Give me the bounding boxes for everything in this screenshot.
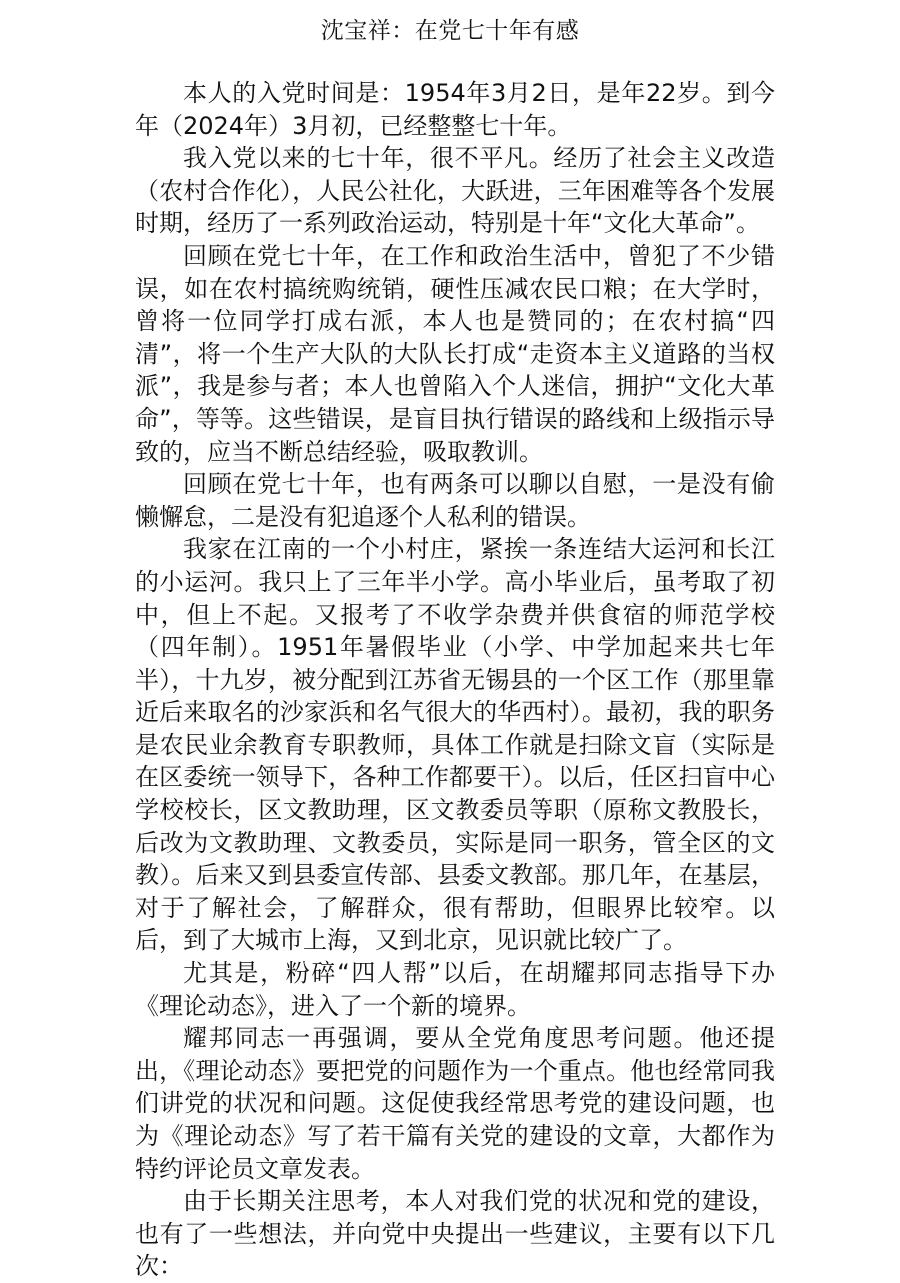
paragraph-1: 本人的入党时间是：1954年3月2日，是年22岁。到今年（2024年）3月初，已经整整七十年。 [135, 79, 775, 140]
paragraph-6: 尤其是，粉碎“四人帮”以后，在胡耀邦同志指导下办《理论动态》，进入了一个新的境界。 [135, 959, 775, 1020]
paragraph-5: 我家在江南的一个小村庄，紧挨一条连结大运河和长江的小运河。我只上了三年半小学。高小毕业后，虽考取了初中，但上不起。又报考了不收学杂费并供食宿的师范学校（四年制）。1951年暑假毕业（小学、中学加起来共七年半），十九岁，被分配到江苏省无锡县的一个区工作（那里靠近后来取名的沙家浜和名气很大的华西村）。最初，我的职务是农民业余教育专职教师，具体工作就是扫除文盲（实际是在区委统一领导下，各种工作都要干）。以后，任区扫盲中心学校校长，区文教助理，区文教委员等职（原称文教股长，后改为文教助理、文教委员，实际是同一职务，管全区的文教）。后来又到县委宣传部、县委文教部。那几年，在基层，对于了解社会，了解群众，很有帮助，但眼界比较窄。以后，到了大城市上海，又到北京，见识就比较广了。 [135, 535, 775, 955]
paragraph-2: 我入党以来的七十年，很不平凡。经历了社会主义改造（农村合作化），人民公社化，大跃进，三年困难等各个发展时期，经历了一系列政治运动，特别是十年“文化大革命”。 [135, 144, 775, 238]
paragraph-8: 由于长期关注思考，本人对我们党的状况和党的建设，也有了一些想法，并向党中央提出一些建议，主要有以下几次： [135, 1187, 775, 1281]
paragraph-7: 耀邦同志一再强调，要从全党角度思考问题。他还提出，《理论动态》要把党的问题作为一个重点。他也经常同我们讲党的状况和问题。这促使我经常思考党的建设问题，也为《理论动态》写了若干篇有关党的建设的文章，大都作为特约评论员文章发表。 [135, 1024, 775, 1183]
document-body [135, 77, 775, 1283]
document-title: 沈宝祥：在党七十年有感 [320, 18, 580, 44]
paragraph-3: 回顾在党七十年，在工作和政治生活中，曾犯了不少错误，如在农村搞统购统销，硬性压减农民口粮；在大学时，曾将一位同学打成右派，本人也是赞同的；在农村搞“四清”，将一个生产大队的大队长打成“走资本主义道路的当权派”，我是参与者；本人也曾陷入个人迷信，拥护“文化大革命”，等等。这些错误，是盲目执行错误的路线和上级指示导致的，应当不断总结经验，吸取教训。 [135, 241, 775, 466]
paragraph-4: 回顾在党七十年，也有两条可以聊以自慰，一是没有偷懒懈怠，二是没有犯追逐个人私利的错误。 [135, 470, 775, 531]
